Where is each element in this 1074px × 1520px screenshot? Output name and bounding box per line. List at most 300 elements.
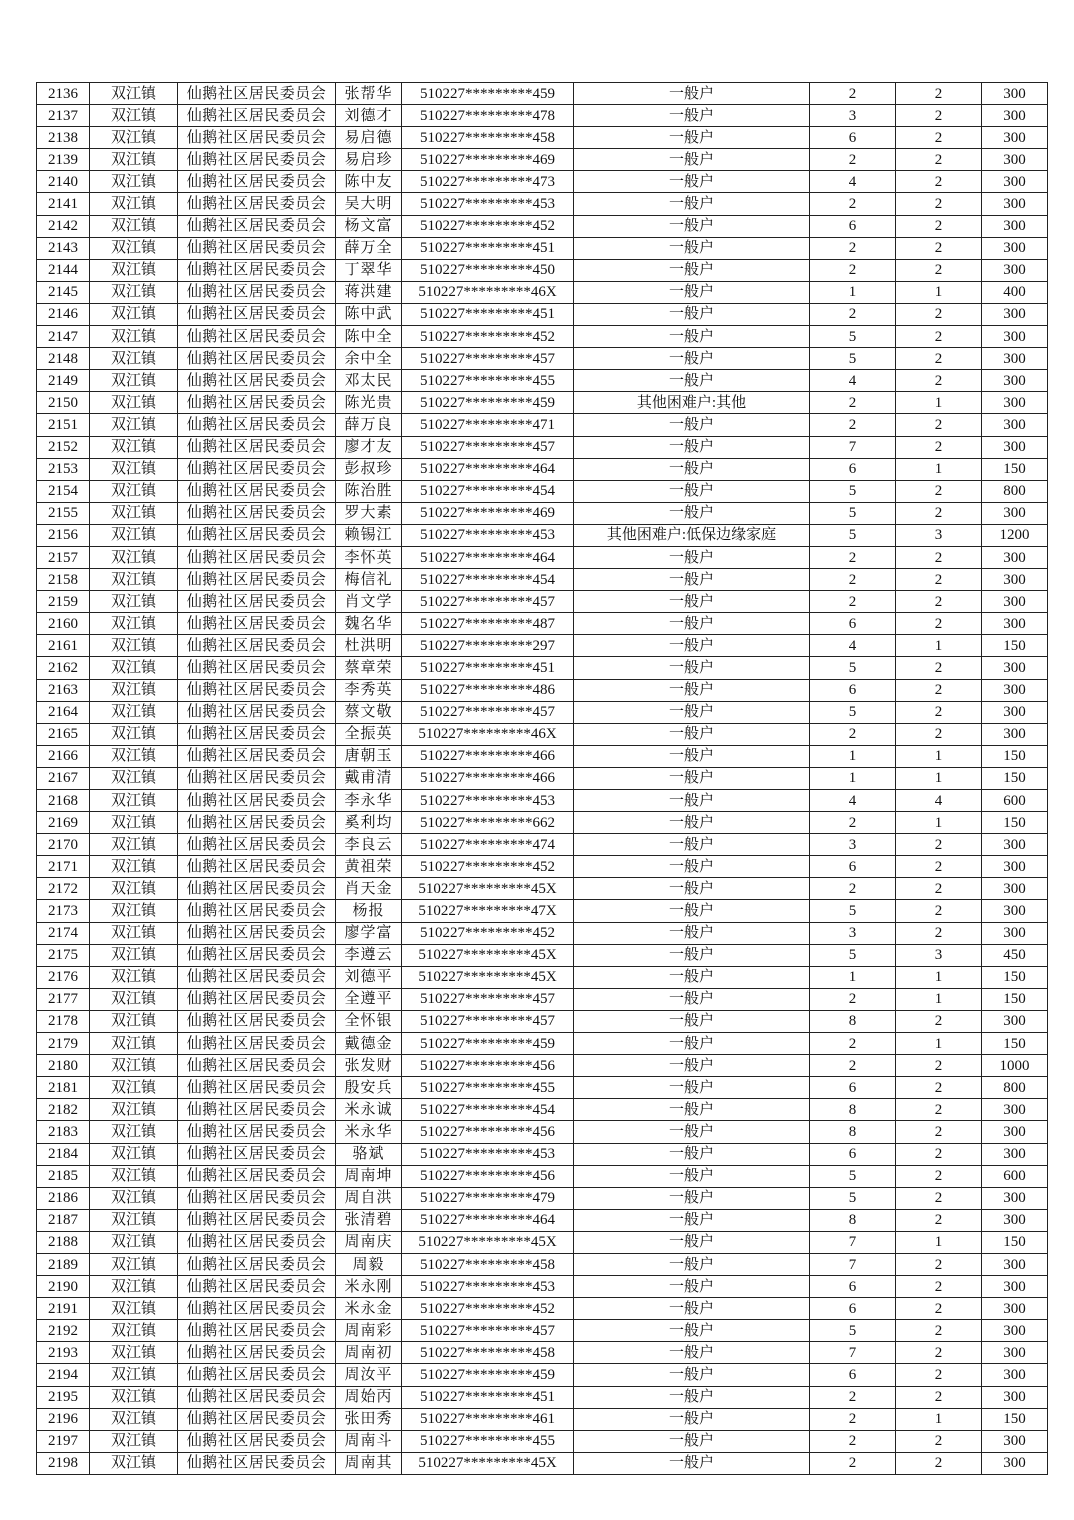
row-number-cell: 2149: [37, 370, 90, 392]
name-cell: 彭叔珍: [336, 458, 402, 480]
name-cell: 陈中武: [336, 303, 402, 325]
name-cell: 薛万全: [336, 237, 402, 259]
table-row: [37, 1209, 1048, 1231]
household-size-cell: 6: [810, 1077, 896, 1099]
row-number-cell: 2189: [37, 1253, 90, 1275]
covered-persons-cell: 2: [896, 591, 982, 613]
id-number-cell: 510227*********45X: [402, 878, 574, 900]
town-cell: 双江镇: [90, 745, 178, 767]
id-number-cell: 510227*********457: [402, 701, 574, 723]
row-number-cell: 2170: [37, 834, 90, 856]
covered-persons-cell: 1: [896, 281, 982, 303]
household-type-cell: 一般户: [574, 1143, 810, 1165]
community-cell: 仙鹅社区居民委员会: [178, 127, 336, 149]
covered-persons-cell: 2: [896, 237, 982, 259]
row-number-cell: 2188: [37, 1231, 90, 1253]
table-row: [37, 370, 1048, 392]
town-cell: 双江镇: [90, 127, 178, 149]
row-number-cell: 2180: [37, 1055, 90, 1077]
town-cell: 双江镇: [90, 303, 178, 325]
name-cell: 周毅: [336, 1253, 402, 1275]
subsidy-table: [36, 82, 1048, 1475]
household-type-cell: 一般户: [574, 1033, 810, 1055]
amount-cell: 1200: [982, 524, 1048, 546]
covered-persons-cell: 2: [896, 1276, 982, 1298]
name-cell: 廖才友: [336, 436, 402, 458]
id-number-cell: 510227*********454: [402, 1099, 574, 1121]
town-cell: 双江镇: [90, 922, 178, 944]
name-cell: 赖锡江: [336, 524, 402, 546]
household-size-cell: 5: [810, 1320, 896, 1342]
town-cell: 双江镇: [90, 1121, 178, 1143]
amount-cell: 300: [982, 1386, 1048, 1408]
row-number-cell: 2178: [37, 1010, 90, 1032]
name-cell: 梅信礼: [336, 569, 402, 591]
household-size-cell: 4: [810, 370, 896, 392]
table-row: [37, 414, 1048, 436]
household-size-cell: 5: [810, 348, 896, 370]
table-row: [37, 1298, 1048, 1320]
town-cell: 双江镇: [90, 1165, 178, 1187]
id-number-cell: 510227*********451: [402, 303, 574, 325]
household-size-cell: 2: [810, 303, 896, 325]
covered-persons-cell: 1: [896, 767, 982, 789]
household-type-cell: 一般户: [574, 723, 810, 745]
town-cell: 双江镇: [90, 193, 178, 215]
community-cell: 仙鹅社区居民委员会: [178, 1386, 336, 1408]
amount-cell: 400: [982, 281, 1048, 303]
town-cell: 双江镇: [90, 105, 178, 127]
amount-cell: 300: [982, 326, 1048, 348]
id-number-cell: 510227*********456: [402, 1165, 574, 1187]
table-row: [37, 149, 1048, 171]
amount-cell: 150: [982, 767, 1048, 789]
name-cell: 李怀英: [336, 546, 402, 568]
name-cell: 李遵云: [336, 944, 402, 966]
id-number-cell: 510227*********487: [402, 613, 574, 635]
id-number-cell: 510227*********458: [402, 1253, 574, 1275]
town-cell: 双江镇: [90, 1452, 178, 1474]
table-row: [37, 1430, 1048, 1452]
name-cell: 全遵平: [336, 988, 402, 1010]
community-cell: 仙鹅社区居民委员会: [178, 303, 336, 325]
id-number-cell: 510227*********454: [402, 569, 574, 591]
id-number-cell: 510227*********469: [402, 502, 574, 524]
town-cell: 双江镇: [90, 149, 178, 171]
household-type-cell: 其他困难户:其他: [574, 392, 810, 414]
household-type-cell: 一般户: [574, 812, 810, 834]
name-cell: 戴德金: [336, 1033, 402, 1055]
household-type-cell: 一般户: [574, 1408, 810, 1430]
id-number-cell: 510227*********459: [402, 392, 574, 414]
covered-persons-cell: 1: [896, 1033, 982, 1055]
name-cell: 陈光贵: [336, 392, 402, 414]
household-type-cell: 一般户: [574, 878, 810, 900]
amount-cell: 300: [982, 1342, 1048, 1364]
row-number-cell: 2172: [37, 878, 90, 900]
covered-persons-cell: 1: [896, 635, 982, 657]
table-row: [37, 1033, 1048, 1055]
town-cell: 双江镇: [90, 1364, 178, 1386]
table-row: [37, 524, 1048, 546]
covered-persons-cell: 2: [896, 171, 982, 193]
household-type-cell: 一般户: [574, 171, 810, 193]
covered-persons-cell: 2: [896, 1010, 982, 1032]
table-row: [37, 1187, 1048, 1209]
covered-persons-cell: 2: [896, 83, 982, 105]
community-cell: 仙鹅社区居民委员会: [178, 856, 336, 878]
table-row: [37, 900, 1048, 922]
household-type-cell: 一般户: [574, 436, 810, 458]
amount-cell: 300: [982, 591, 1048, 613]
household-type-cell: 一般户: [574, 679, 810, 701]
row-number-cell: 2138: [37, 127, 90, 149]
amount-cell: 300: [982, 723, 1048, 745]
household-size-cell: 2: [810, 193, 896, 215]
row-number-cell: 2165: [37, 723, 90, 745]
id-number-cell: 510227*********459: [402, 1364, 574, 1386]
household-size-cell: 3: [810, 105, 896, 127]
household-size-cell: 1: [810, 281, 896, 303]
id-number-cell: 510227*********47X: [402, 900, 574, 922]
town-cell: 双江镇: [90, 436, 178, 458]
town-cell: 双江镇: [90, 480, 178, 502]
town-cell: 双江镇: [90, 1408, 178, 1430]
name-cell: 米永刚: [336, 1276, 402, 1298]
household-size-cell: 5: [810, 944, 896, 966]
household-size-cell: 8: [810, 1209, 896, 1231]
household-type-cell: 一般户: [574, 1276, 810, 1298]
table-row: [37, 1055, 1048, 1077]
id-number-cell: 510227*********451: [402, 1386, 574, 1408]
town-cell: 双江镇: [90, 370, 178, 392]
household-size-cell: 1: [810, 745, 896, 767]
covered-persons-cell: 2: [896, 900, 982, 922]
name-cell: 蔡章荣: [336, 657, 402, 679]
table-row: [37, 1121, 1048, 1143]
name-cell: 蒋洪建: [336, 281, 402, 303]
household-size-cell: 8: [810, 1099, 896, 1121]
covered-persons-cell: 1: [896, 966, 982, 988]
town-cell: 双江镇: [90, 1298, 178, 1320]
id-number-cell: 510227*********453: [402, 1276, 574, 1298]
household-size-cell: 6: [810, 679, 896, 701]
amount-cell: 300: [982, 1320, 1048, 1342]
household-type-cell: 一般户: [574, 259, 810, 281]
covered-persons-cell: 2: [896, 1143, 982, 1165]
table-row: [37, 1143, 1048, 1165]
id-number-cell: 510227*********464: [402, 1209, 574, 1231]
row-number-cell: 2194: [37, 1364, 90, 1386]
name-cell: 陈治胜: [336, 480, 402, 502]
row-number-cell: 2148: [37, 348, 90, 370]
id-number-cell: 510227*********458: [402, 127, 574, 149]
household-type-cell: 一般户: [574, 281, 810, 303]
amount-cell: 800: [982, 1077, 1048, 1099]
household-size-cell: 2: [810, 988, 896, 1010]
town-cell: 双江镇: [90, 767, 178, 789]
household-size-cell: 2: [810, 723, 896, 745]
row-number-cell: 2150: [37, 392, 90, 414]
covered-persons-cell: 2: [896, 370, 982, 392]
id-number-cell: 510227*********457: [402, 591, 574, 613]
household-type-cell: 一般户: [574, 1430, 810, 1452]
id-number-cell: 510227*********457: [402, 988, 574, 1010]
name-cell: 骆斌: [336, 1143, 402, 1165]
amount-cell: 300: [982, 613, 1048, 635]
table-row: [37, 480, 1048, 502]
amount-cell: 300: [982, 900, 1048, 922]
household-size-cell: 7: [810, 1253, 896, 1275]
amount-cell: 300: [982, 105, 1048, 127]
name-cell: 李永华: [336, 790, 402, 812]
town-cell: 双江镇: [90, 723, 178, 745]
amount-cell: 300: [982, 149, 1048, 171]
row-number-cell: 2166: [37, 745, 90, 767]
row-number-cell: 2177: [37, 988, 90, 1010]
name-cell: 薛万良: [336, 414, 402, 436]
household-size-cell: 6: [810, 856, 896, 878]
id-number-cell: 510227*********478: [402, 105, 574, 127]
name-cell: 全怀银: [336, 1010, 402, 1032]
id-number-cell: 510227*********452: [402, 1298, 574, 1320]
covered-persons-cell: 2: [896, 546, 982, 568]
amount-cell: 300: [982, 193, 1048, 215]
household-size-cell: 2: [810, 812, 896, 834]
name-cell: 杜洪明: [336, 635, 402, 657]
row-number-cell: 2136: [37, 83, 90, 105]
household-type-cell: 一般户: [574, 237, 810, 259]
id-number-cell: 510227*********453: [402, 524, 574, 546]
community-cell: 仙鹅社区居民委员会: [178, 679, 336, 701]
community-cell: 仙鹅社区居民委员会: [178, 1187, 336, 1209]
id-number-cell: 510227*********464: [402, 458, 574, 480]
row-number-cell: 2164: [37, 701, 90, 723]
row-number-cell: 2195: [37, 1386, 90, 1408]
row-number-cell: 2196: [37, 1408, 90, 1430]
row-number-cell: 2152: [37, 436, 90, 458]
amount-cell: 300: [982, 303, 1048, 325]
name-cell: 周南彩: [336, 1320, 402, 1342]
community-cell: 仙鹅社区居民委员会: [178, 546, 336, 568]
table-row: [37, 723, 1048, 745]
name-cell: 米永华: [336, 1121, 402, 1143]
household-type-cell: 一般户: [574, 1010, 810, 1032]
household-type-cell: 一般户: [574, 480, 810, 502]
covered-persons-cell: 1: [896, 812, 982, 834]
table-body: [37, 83, 1048, 1475]
id-number-cell: 510227*********453: [402, 790, 574, 812]
community-cell: 仙鹅社区居民委员会: [178, 701, 336, 723]
household-type-cell: 一般户: [574, 127, 810, 149]
amount-cell: 300: [982, 1276, 1048, 1298]
household-size-cell: 2: [810, 1055, 896, 1077]
id-number-cell: 510227*********451: [402, 657, 574, 679]
household-type-cell: 一般户: [574, 1231, 810, 1253]
covered-persons-cell: 2: [896, 878, 982, 900]
community-cell: 仙鹅社区居民委员会: [178, 1320, 336, 1342]
community-cell: 仙鹅社区居民委员会: [178, 370, 336, 392]
household-size-cell: 2: [810, 546, 896, 568]
household-size-cell: 6: [810, 215, 896, 237]
amount-cell: 300: [982, 856, 1048, 878]
household-type-cell: 一般户: [574, 657, 810, 679]
town-cell: 双江镇: [90, 1077, 178, 1099]
community-cell: 仙鹅社区居民委员会: [178, 326, 336, 348]
name-cell: 周南初: [336, 1342, 402, 1364]
amount-cell: 300: [982, 546, 1048, 568]
household-type-cell: 一般户: [574, 303, 810, 325]
table-row: [37, 1320, 1048, 1342]
amount-cell: 300: [982, 259, 1048, 281]
town-cell: 双江镇: [90, 502, 178, 524]
id-number-cell: 510227*********455: [402, 370, 574, 392]
covered-persons-cell: 2: [896, 303, 982, 325]
id-number-cell: 510227*********486: [402, 679, 574, 701]
town-cell: 双江镇: [90, 569, 178, 591]
amount-cell: 300: [982, 1121, 1048, 1143]
covered-persons-cell: 2: [896, 1430, 982, 1452]
household-type-cell: 一般户: [574, 856, 810, 878]
household-type-cell: 其他困难户:低保边缘家庭: [574, 524, 810, 546]
household-type-cell: 一般户: [574, 326, 810, 348]
amount-cell: 150: [982, 1408, 1048, 1430]
household-type-cell: 一般户: [574, 1099, 810, 1121]
covered-persons-cell: 1: [896, 392, 982, 414]
row-number-cell: 2181: [37, 1077, 90, 1099]
covered-persons-cell: 2: [896, 1121, 982, 1143]
name-cell: 殷安兵: [336, 1077, 402, 1099]
community-cell: 仙鹅社区居民委员会: [178, 988, 336, 1010]
row-number-cell: 2141: [37, 193, 90, 215]
row-number-cell: 2198: [37, 1452, 90, 1474]
household-size-cell: 6: [810, 1364, 896, 1386]
household-type-cell: 一般户: [574, 149, 810, 171]
id-number-cell: 510227*********452: [402, 215, 574, 237]
household-size-cell: 7: [810, 1342, 896, 1364]
table-row: [37, 458, 1048, 480]
amount-cell: 300: [982, 679, 1048, 701]
community-cell: 仙鹅社区居民委员会: [178, 922, 336, 944]
town-cell: 双江镇: [90, 348, 178, 370]
amount-cell: 300: [982, 370, 1048, 392]
community-cell: 仙鹅社区居民委员会: [178, 1253, 336, 1275]
amount-cell: 150: [982, 745, 1048, 767]
household-size-cell: 5: [810, 326, 896, 348]
community-cell: 仙鹅社区居民委员会: [178, 1077, 336, 1099]
community-cell: 仙鹅社区居民委员会: [178, 237, 336, 259]
town-cell: 双江镇: [90, 1253, 178, 1275]
community-cell: 仙鹅社区居民委员会: [178, 591, 336, 613]
table-row: [37, 1231, 1048, 1253]
household-type-cell: 一般户: [574, 900, 810, 922]
household-type-cell: 一般户: [574, 1342, 810, 1364]
covered-persons-cell: 4: [896, 790, 982, 812]
covered-persons-cell: 2: [896, 414, 982, 436]
table-row: [37, 679, 1048, 701]
row-number-cell: 2143: [37, 237, 90, 259]
household-type-cell: 一般户: [574, 1209, 810, 1231]
town-cell: 双江镇: [90, 1143, 178, 1165]
covered-persons-cell: 2: [896, 1298, 982, 1320]
community-cell: 仙鹅社区居民委员会: [178, 1408, 336, 1430]
amount-cell: 300: [982, 1430, 1048, 1452]
household-type-cell: 一般户: [574, 944, 810, 966]
table-row: [37, 171, 1048, 193]
household-size-cell: 2: [810, 149, 896, 171]
household-size-cell: 5: [810, 1187, 896, 1209]
id-number-cell: 510227*********458: [402, 1342, 574, 1364]
id-number-cell: 510227*********457: [402, 1010, 574, 1032]
household-size-cell: 4: [810, 635, 896, 657]
household-type-cell: 一般户: [574, 414, 810, 436]
name-cell: 杨文富: [336, 215, 402, 237]
town-cell: 双江镇: [90, 613, 178, 635]
table-row: [37, 502, 1048, 524]
town-cell: 双江镇: [90, 546, 178, 568]
community-cell: 仙鹅社区居民委员会: [178, 1231, 336, 1253]
covered-persons-cell: 2: [896, 1253, 982, 1275]
community-cell: 仙鹅社区居民委员会: [178, 458, 336, 480]
covered-persons-cell: 2: [896, 193, 982, 215]
covered-persons-cell: 2: [896, 1320, 982, 1342]
id-number-cell: 510227*********466: [402, 767, 574, 789]
household-size-cell: 1: [810, 767, 896, 789]
covered-persons-cell: 1: [896, 988, 982, 1010]
town-cell: 双江镇: [90, 878, 178, 900]
amount-cell: 300: [982, 834, 1048, 856]
community-cell: 仙鹅社区居民委员会: [178, 281, 336, 303]
covered-persons-cell: 3: [896, 944, 982, 966]
town-cell: 双江镇: [90, 458, 178, 480]
name-cell: 李良云: [336, 834, 402, 856]
id-number-cell: 510227*********455: [402, 1077, 574, 1099]
amount-cell: 150: [982, 635, 1048, 657]
row-number-cell: 2163: [37, 679, 90, 701]
amount-cell: 300: [982, 436, 1048, 458]
name-cell: 刘德才: [336, 105, 402, 127]
amount-cell: 300: [982, 1209, 1048, 1231]
community-cell: 仙鹅社区居民委员会: [178, 171, 336, 193]
community-cell: 仙鹅社区居民委员会: [178, 1452, 336, 1474]
covered-persons-cell: 2: [896, 1364, 982, 1386]
row-number-cell: 2179: [37, 1033, 90, 1055]
name-cell: 刘德平: [336, 966, 402, 988]
name-cell: 米永金: [336, 1298, 402, 1320]
covered-persons-cell: 2: [896, 215, 982, 237]
household-type-cell: 一般户: [574, 193, 810, 215]
community-cell: 仙鹅社区居民委员会: [178, 657, 336, 679]
table-row: [37, 856, 1048, 878]
table-row: [37, 1276, 1048, 1298]
covered-persons-cell: 1: [896, 458, 982, 480]
table-row: [37, 1099, 1048, 1121]
covered-persons-cell: 2: [896, 1165, 982, 1187]
row-number-cell: 2144: [37, 259, 90, 281]
table-row: [37, 303, 1048, 325]
household-type-cell: 一般户: [574, 502, 810, 524]
community-cell: 仙鹅社区居民委员会: [178, 83, 336, 105]
row-number-cell: 2183: [37, 1121, 90, 1143]
name-cell: 肖文学: [336, 591, 402, 613]
town-cell: 双江镇: [90, 171, 178, 193]
table-row: [37, 1342, 1048, 1364]
name-cell: 奚利均: [336, 812, 402, 834]
name-cell: 杨报: [336, 900, 402, 922]
name-cell: 陈中友: [336, 171, 402, 193]
household-type-cell: 一般户: [574, 83, 810, 105]
household-size-cell: 3: [810, 834, 896, 856]
